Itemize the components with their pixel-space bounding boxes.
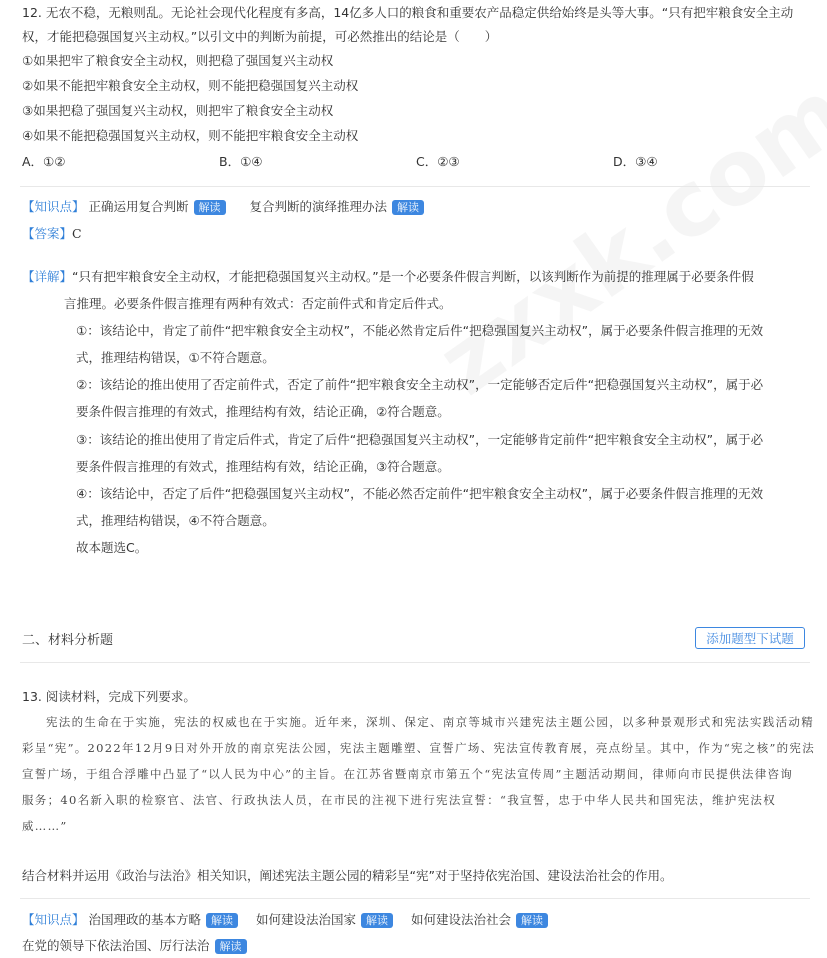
q12-option-a: A．①② [22,154,66,169]
detail-text: “只有把牢粮食安全主动权，才能把稳强国复兴主动权。”是一个必要条件假言判断，以该判断作为前提的推理属于必要条件假 [72,269,754,284]
q12-item-3: ③如果把稳了强国复兴主动权，则把牢了粮食安全主动权 [22,103,334,118]
knowledge-label: 【知识点】 [22,199,85,214]
q12-detail-line10: 式，推理结构错误，④不符合题意。 [76,513,275,528]
q12-detail-line1 [22,263,754,290]
q12-detail-line2: 言推理。必要条件假言推理有两种有效式：否定前件式和肯定后件式。 [64,296,452,311]
q12-item-4: ④如果不能把稳强国复兴主动权，则不能把牢粮食安全主动权 [22,128,359,143]
interpret-button[interactable]: 解读 [215,939,247,954]
q12-option-b: B．①④ [219,154,263,169]
knowledge-text: 治国理政的基本方略 [88,912,202,927]
q13-material-line1: 宪法的生命在于实施，宪法的权威也在于实施。近年来，深圳、保定、南京等城市兴建宪法主题公园，以多种景观形式和宪法实践活动精 [46,715,814,729]
q12-detail-line11: 故本题选C。 [76,540,148,555]
detail-label: 【详解】 [22,269,73,284]
q13-knowledge-row2 [22,936,247,954]
q12-stem-line2: 权，才能把稳强国复兴主动权。”以引文中的判断为前提，可必然推出的结论是（ ） [22,29,498,44]
q12-item-2: ②如果不能把牢粮食安全主动权，则不能把稳强国复兴主动权 [22,78,359,93]
knowledge-item [250,199,425,214]
interpret-button[interactable]: 解读 [194,200,226,215]
q12-option-c: C．②③ [416,154,460,169]
divider [20,662,810,663]
q13-stem: 13. 阅读材料，完成下列要求。 [22,689,196,704]
q12-option-d: D．③④ [613,154,658,169]
q13-material-line2: 彩呈“宪”。2022年12月9日对外开放的南京宪法公园，宪法主题雕塑、宣誓广场、宪法宣传教育展，亮点纷呈。其中，作为“宪之核”的宪法 [22,741,816,755]
q12-detail-line9: ④：该结论中，否定了后件“把稳强国复兴主动权”，不能必然否定前件“把牢粮食安全主动权”，属于必要条件假言推理的无效 [76,486,764,501]
q12-answer-row [22,223,82,245]
section-title: 二、材料分析题 [22,633,114,648]
interpret-button[interactable]: 解读 [516,913,548,928]
knowledge-text: 在党的领导下依法治国、厉行法治 [22,938,210,953]
knowledge-text: 如何建设法治社会 [411,912,512,927]
knowledge-item [89,199,230,214]
watermark [420,60,827,416]
q12-item-1: ①如果把牢了粮食安全主动权，则把稳了强国复兴主动权 [22,53,334,68]
q12-detail-line4: 式，推理结构错误，①不符合题意。 [76,350,275,365]
interpret-button[interactable]: 解读 [206,913,238,928]
add-question-button[interactable]: 添加题型下试题 [695,627,805,649]
knowledge-text: 正确运用复合判断 [88,199,189,214]
q12-stem-line1: 12. 无农不稳，无粮则乱。无论社会现代化程度有多高，14亿多人口的粮食和重要农产品稳定供给始终是头等大事。“只有把牢粮食安全主动 [22,5,794,20]
q12-detail-line6: 要条件假言推理的有效式，推理结构有效，结论正确，②符合题意。 [76,404,450,419]
knowledge-item [411,912,548,927]
q12-detail-line3: ①：该结论中，肯定了前件“把牢粮食安全主动权”，不能必然肯定后件“把稳强国复兴主动权”，属于必要条件假言推理的无效 [76,323,764,338]
knowledge-label: 【知识点】 [22,912,85,927]
q13-requirement: 结合材料并运用《政治与法治》相关知识，阐述宪法主题公园的精彩呈“宪”对于坚持依宪治国、建设法治社会的作用。 [22,868,673,883]
knowledge-item [89,912,243,927]
q12-detail-line5: ②：该结论的推出使用了否定前件式，否定了前件“把牢粮食安全主动权”，一定能够否定后件“把稳强国复兴主动权”，属于必 [76,377,764,392]
interpret-button[interactable]: 解读 [392,200,424,215]
interpret-button[interactable]: 解读 [361,913,393,928]
knowledge-text: 如何建设法治国家 [256,912,357,927]
q13-material-line3: 宣誓广场，于组合浮雕中凸显了“以人民为中心”的主旨。在江苏省暨南京市第五个“宪法宣传周”主题活动期间，律师向市民提供法律咨询 [22,767,794,781]
q12-detail-line7: ③：该结论的推出使用了肯定后件式，肯定了后件“把稳强国复兴主动权”，一定能够肯定前件“把牢粮食安全主动权”，属于必 [76,432,764,447]
knowledge-item [256,912,397,927]
q12-detail-line8: 要条件假言推理的有效式，推理结构有效，结论正确，③符合题意。 [76,459,450,474]
knowledge-text: 复合判断的演绎推理办法 [249,199,388,214]
q13-material-line5: 威……” [22,819,68,833]
q13-knowledge-row [22,910,562,928]
q13-material-line4: 服务；40名新入职的检察官、法官、行政执法人员，在市民的注视下进行宪法宣誓：“我宣誓，忠于中华人民共和国宪法，维护宪法权 [22,793,777,807]
q12-knowledge-row [22,197,438,215]
divider [20,898,810,899]
answer-value: C [72,226,82,241]
answer-label: 【答案】 [22,226,73,241]
divider [20,186,810,187]
